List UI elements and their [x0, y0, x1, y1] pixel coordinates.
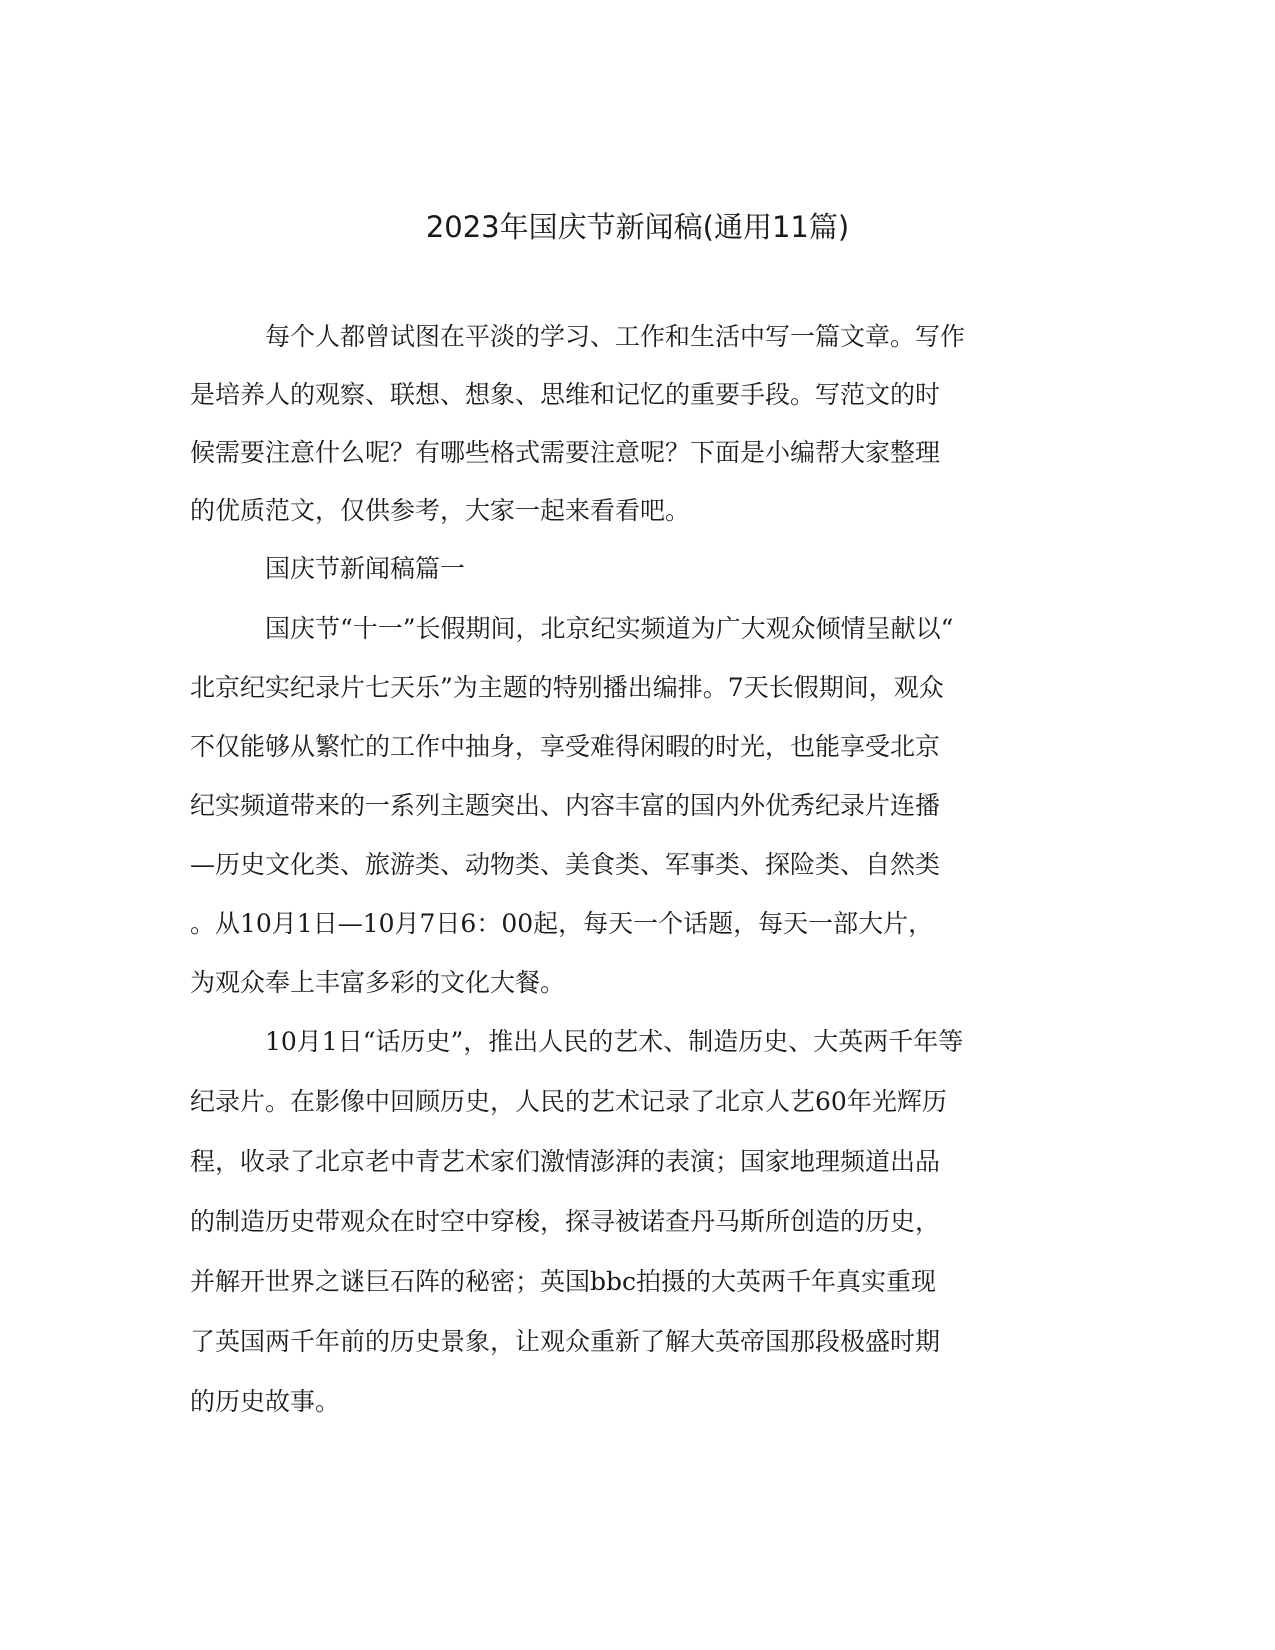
body-line: 国庆节“十一”长假期间，北京纪实频道为广大观众倾情呈献以“ [265, 614, 954, 643]
body-line: 并解开世界之谜巨石阵的秘密；英国bbc拍摄的大英两千年真实重现 [190, 1267, 937, 1296]
body-line: 为观众奉上丰富多彩的文化大餐。 [190, 968, 566, 997]
body-line: 。从10月1日—10月7日6：00起，每天一个话题，每天一部大片， [190, 909, 934, 938]
section-heading: 国庆节新闻稿篇一 [265, 554, 466, 583]
body-line: 不仅能够从繁忙的工作中抽身，享受难得闲暇的时光，也能享受北京 [190, 732, 941, 761]
body-line: 了英国两千年前的历史景象，让观众重新了解大英帝国那段极盛时期 [190, 1327, 941, 1356]
body-line: —历史文化类、旅游类、动物类、美食类、军事类、探险类、自然类 [190, 850, 941, 879]
body-line: 纪录片。在影像中回顾历史，人民的艺术记录了北京人艺60年光辉历 [190, 1087, 947, 1116]
body-line: 程，收录了北京老中青艺术家们激情澎湃的表演；国家地理频道出品 [190, 1147, 941, 1176]
body-line: 北京纪实纪录片七天乐”为主题的特别播出编排。7天长假期间，观众 [190, 673, 944, 702]
body-line: 是培养人的观察、联想、想象、思维和记忆的重要手段。写范文的时 [190, 380, 941, 409]
document-title: 2023年国庆节新闻稿(通用11篇) [425, 210, 850, 244]
body-line: 的历史故事。 [190, 1387, 341, 1416]
body-line: 每个人都曾试图在平淡的学习、工作和生活中写一篇文章。写作 [265, 322, 966, 351]
body-line: 纪实频道带来的一系列主题突出、内容丰富的国内外优秀纪录片连播 [190, 791, 941, 820]
body-line: 的优质范文，仅供参考，大家一起来看看吧。 [190, 496, 691, 525]
body-line: 10月1日“话历史”，推出人民的艺术、制造历史、大英两千年等 [265, 1027, 964, 1056]
body-line: 的制造历史带观众在时空中穿梭，探寻被诺查丹马斯所创造的历史， [190, 1207, 941, 1236]
body-line: 候需要注意什么呢？有哪些格式需要注意呢？下面是小编帮大家整理 [190, 438, 941, 467]
